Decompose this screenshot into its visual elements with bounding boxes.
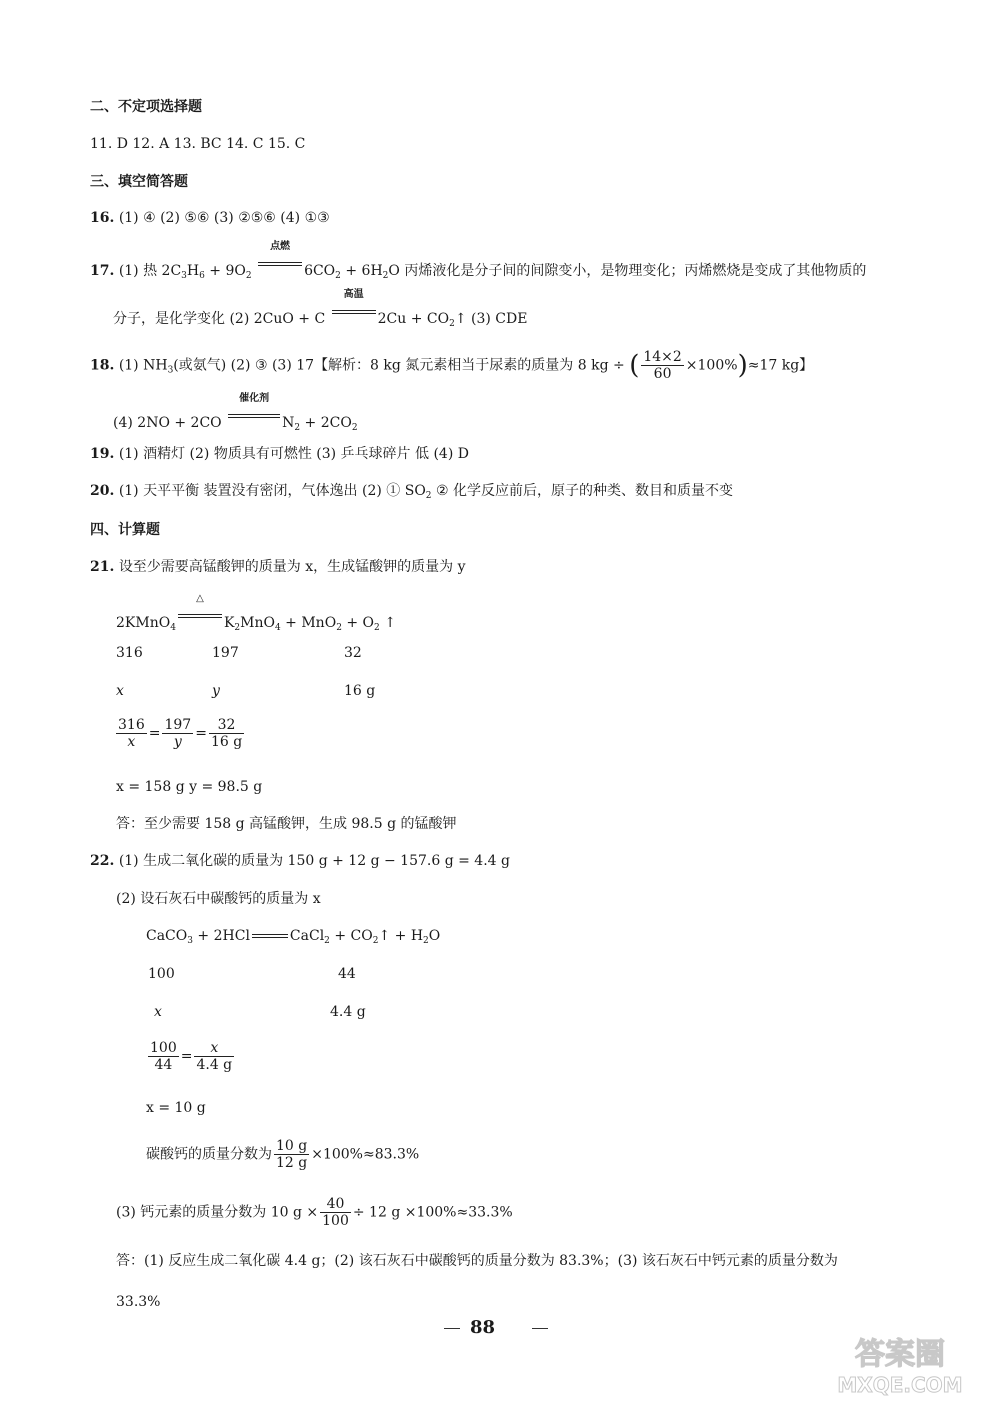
q18-text: N [282,415,295,431]
q21-number: 21. [90,559,115,575]
q22-text: ×100%≈83.3% [311,1146,420,1163]
equation-part: O [428,928,441,944]
condition-label: 点燃 [270,241,291,252]
q21-var-3: 16 g [344,683,376,699]
q21-equation: 2KMnO$_4$ △ $K_2MnO_4 + MnO_2 + O_2$ ↑ [116,593,396,633]
equation-part: + MnO [280,615,337,631]
q22-part-1 [90,851,510,871]
q22-proportion [146,1040,236,1073]
q22-part-3 [116,1196,513,1229]
q18-text: (1) NH [118,357,168,374]
equation-part: + O [341,615,375,631]
denominator: 16 g [210,734,243,750]
page-number-dash-left [444,1328,460,1329]
q17-text: O 丙烯液化是分子间的间隙变小，是物理变化；丙烯燃烧是变成了其他物质的 [388,263,867,279]
reaction-condition [228,393,280,427]
q22-var-2: 4.4 g [330,1004,366,1020]
fraction [209,717,244,750]
condition-label: 催化剂 [239,393,270,404]
q17-text: 分子，是化学变化 (2) 2CuO + C [113,311,326,327]
q22-answer-line-1: 答：(1) 反应生成二氧化碳 4.4 g；(2) 该石灰石中碳酸钙的质量分数为 83.3%；(3) 该石灰石中钙元素的质量分数为 [116,1253,838,1269]
q20-text: ② 化学反应前后，原子的种类、数目和质量不变 [431,483,733,499]
q22-number: 22. [90,853,115,869]
q19-line [90,444,469,464]
q18-line-2: (4) 2NO + 2CO 催化剂 $N_2 + 2CO_2$ [113,393,358,433]
denominator: 60 [653,366,672,382]
q21-answer: 答：至少需要 158 g 高锰酸钾，生成 98.5 g 的锰酸钾 [116,816,457,832]
condition-label: △ [196,593,204,604]
page-number-dash-right [532,1328,548,1329]
q22-mass-2: 44 [338,966,356,982]
q17-text: (1) 热 2C [118,263,182,279]
q18-text: ×100% [685,357,738,374]
equals-sign: = [195,725,207,742]
q21-var-2: y [212,683,220,699]
watermark-bottom-text: MXQE.COM [837,1373,963,1397]
reaction-condition [178,593,222,627]
q21-mass-1: 316 [116,645,143,661]
gas-arrow: ↑ [384,615,396,631]
q18-text: (4) 2NO + 2CO [113,415,222,431]
q22-answer-line-2: 33.3% [116,1294,161,1310]
q22-var-1: x [154,1004,162,1020]
condition-label: 高温 [343,289,364,300]
fraction [274,1138,309,1171]
q17-line-1: 17. (1) 热 $2C_3H_6 + 9O_2$ 点燃 $6CO_2 + 6H_2O$ 丙烯液化是分子间的间隙变小，是物理变化；丙烯燃烧是变成了其他物质的 [90,241,867,281]
numerator: 32 [209,717,244,734]
denominator: 44 [154,1057,173,1073]
fraction [148,1040,179,1073]
q20-line: 20. (1) 天平平衡 装置没有密闭，气体逸出 (2) ① $SO_2$ ② 化学反应前后，原子的种类、数目和质量不变 [90,483,733,501]
equation-part: CaCl [289,928,325,944]
section-4-heading: 四、计算题 [90,522,160,538]
q17-line-2: 分子，是化学变化 (2) 2CuO + C 高温 $2Cu + CO_2↑$ (3) CDE [113,289,528,329]
q16-answer: (1) ④ (2) ⑤⑥ (3) ②⑤⑥ (4) ①③ [118,210,330,226]
q21-intro [90,557,466,577]
reaction-condition [258,241,302,275]
equation-part: + CO [329,928,373,944]
q19-answer: (1) 酒精灯 (2) 物质具有可燃性 (3) 乒乓球碎片 低 (4) D [118,446,469,462]
q22-part-2-intro: (2) 设石灰石中碳酸钙的质量为 x [116,891,321,907]
section-2-heading: 二、不定项选择题 [90,99,202,115]
q21-var-1: x [116,683,124,699]
fraction [162,717,193,750]
reaction-arrow [252,926,288,946]
watermark-top-text: 答案圈 [855,1337,945,1372]
numerator: x [194,1040,234,1057]
q22-text: ÷ 12 g ×100%≈33.3% [352,1204,513,1221]
q17-text: 2Cu + CO [377,311,450,327]
equation-part: 2KMnO [116,615,171,631]
q17-text: + 9O [204,263,246,279]
denominator: 100 [322,1213,349,1229]
q20-text: (1) 天平平衡 装置没有密闭，气体逸出 (2) ① SO [118,483,426,499]
q17-text: + 6H [340,263,383,279]
q18-line-1: 18. (1) $NH_3$(或氨气) (2) ③ (3) 17【解析：8 kg 氮元素相当于尿素的质量为 8 kg ÷ ( $\frac{14\times 2}{60}$ ×100%)≈17 kg】 [90,349,814,382]
fraction [320,1196,351,1229]
q16-number: 16. [90,210,115,226]
q21-text: 设至少需要高锰酸钾的质量为 x，生成锰酸钾的质量为 y [118,559,466,575]
denominator: 12 g [276,1155,308,1171]
q20-number: 20. [90,483,115,499]
equals-sign: = [180,1048,193,1065]
numerator: 197 [164,717,192,733]
q18-text: (或氨气) (2) ③ (3) 17【解析：8 kg 氮元素相当于尿素的质量为 8 kg ÷ [173,357,630,374]
equation-part: CaCO [146,928,188,944]
section-3-heading: 三、填空简答题 [90,174,188,190]
q21-result: x = 158 g y = 98.5 g [116,779,263,795]
q18-number: 18. [90,357,115,374]
numerator: 10 g [276,1138,308,1154]
q22-text: (3) 钙元素的质量分数为 10 g × [116,1204,319,1221]
fraction [116,717,147,750]
q19-number: 19. [90,446,115,462]
q22-text: 碳酸钙的质量分数为 [146,1146,272,1163]
denominator: 4.4 g [196,1057,233,1073]
fraction [641,349,683,382]
q17-number: 17. [90,263,115,279]
equation-part: K [223,615,235,631]
equation-part: MnO [240,615,275,631]
numerator: 316 [118,717,145,733]
q17-text: H [186,263,200,279]
denominator: x [127,734,136,750]
equals-sign: = [148,725,161,742]
fraction [194,1040,234,1073]
q21-proportion [114,717,246,750]
reaction-condition [332,289,376,323]
q18-text: + 2CO [300,415,352,431]
equation-part: + 2HCl [192,928,250,944]
numerator: 14×2 [643,349,682,365]
section-2-answers: 11. D 12. A 13. BC 14. C 15. C [90,136,306,152]
numerator: 100 [150,1040,177,1056]
q17-text: 6CO [304,263,336,279]
page-number: 88 [470,1317,496,1338]
watermark-logo [820,1330,980,1400]
q21-mass-2: 197 [212,645,239,661]
equation-part: ↑ + H [378,928,424,944]
q18-text: ≈17 kg】 [747,357,814,374]
q22-mass-1: 100 [148,966,175,982]
q22-mass-fraction [146,1138,419,1171]
q16-line [90,208,330,228]
denominator: y [173,734,182,750]
q22-equation: CaCO$_3$ + 2HCl CaCl$_2$ + $CO_2↑ + H_2O$ [146,928,441,946]
q17-text: ↑ (3) CDE [454,311,528,327]
numerator: 40 [320,1196,351,1213]
q22-result: x = 10 g [146,1100,206,1116]
q22-text: (1) 生成二氧化碳的质量为 150 g + 12 g − 157.6 g = 4.4 g [118,853,510,869]
q21-mass-3: 32 [344,645,362,661]
